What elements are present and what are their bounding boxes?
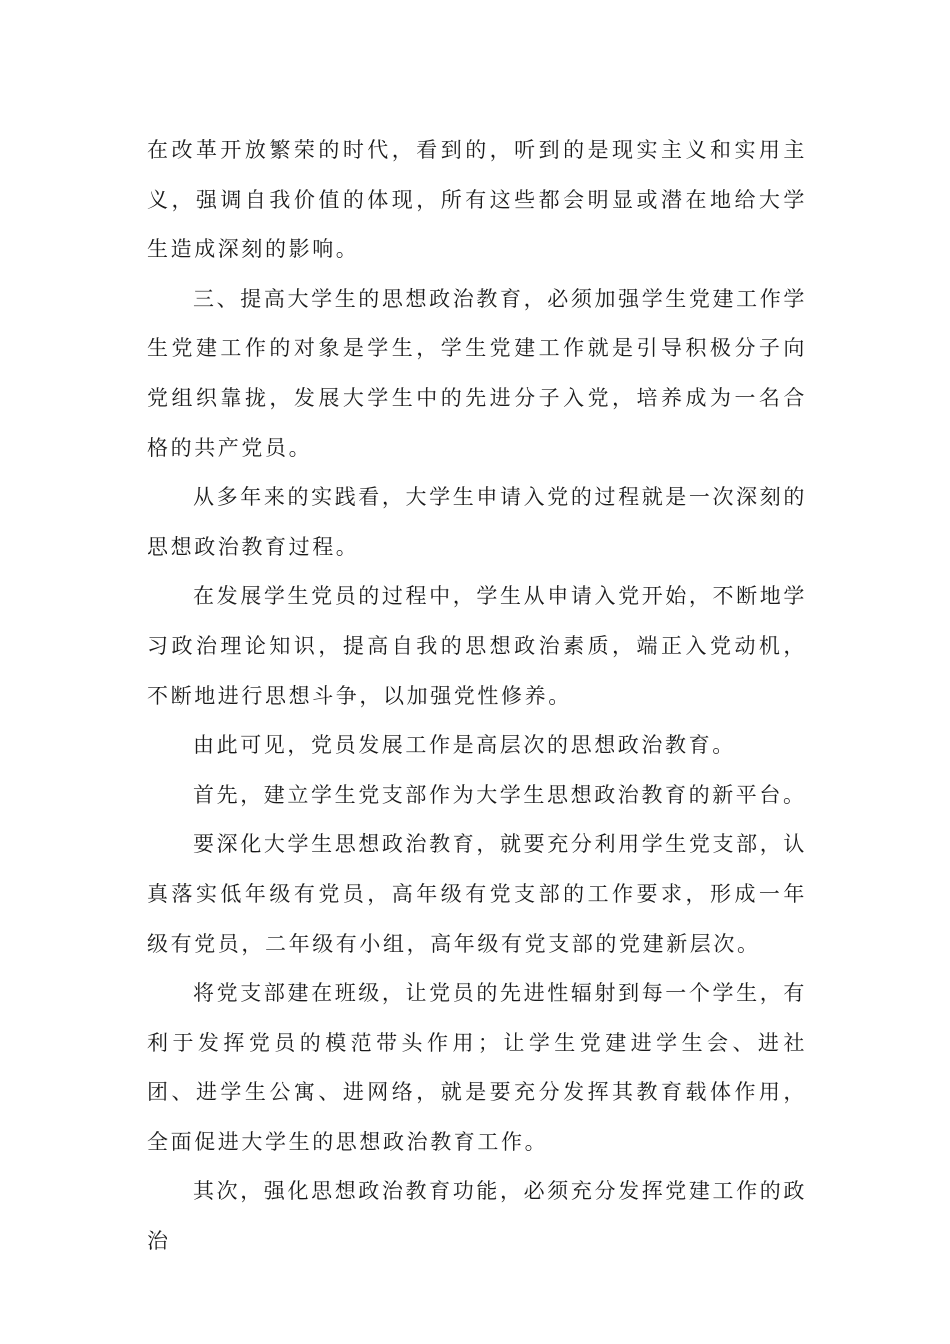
paragraph-2: 三、提高大学生的思想政治教育，必须加强学生党建工作学生党建工作的对象是学生，学生党建工作就是引导积极分子向党组织靠拢，发展大学生中的先进分子入党，培养成为一名合格的共产党员。 bbox=[147, 286, 807, 460]
paragraph-3: 从多年来的实践看，大学生申请入党的过程就是一次深刻的思想政治教育过程。 bbox=[147, 485, 807, 559]
paragraph-8: 将党支部建在班级，让党员的先进性辐射到每一个学生，有利于发挥党员的模范带头作用；让学生党建进学生会、进社团、进学生公寓、进网络，就是要充分发挥其教育载体作用，全面促进大学生的思想政治教育工作。 bbox=[147, 981, 807, 1154]
paragraph-5: 由此可见，党员发展工作是高层次的思想政治教育。 bbox=[193, 733, 736, 758]
paragraph-7: 要深化大学生思想政治教育，就要充分利用学生党支部，认真落实低年级有党员，高年级有党支部的工作要求，形成一年级有党员，二年级有小组，高年级有党支部的党建新层次。 bbox=[147, 832, 807, 956]
paragraph-6: 首先，建立学生党支部作为大学生思想政治教育的新平台。 bbox=[193, 782, 807, 807]
paragraph-4: 在发展学生党员的过程中，学生从申请入党开始，不断地学习政治理论知识，提高自我的思想政治素质，端正入党动机，不断地进行思想斗争，以加强党性修养。 bbox=[147, 584, 807, 708]
paragraph-1: 在改革开放繁荣的时代，看到的，听到的是现实主义和实用主义，强调自我价值的体现，所有这些都会明显或潜在地给大学生造成深刻的影响。 bbox=[147, 138, 807, 262]
document-body bbox=[147, 126, 807, 1267]
paragraph-9: 其次，强化思想政治教育功能，必须充分发挥党建工作的政治 bbox=[147, 1179, 807, 1254]
